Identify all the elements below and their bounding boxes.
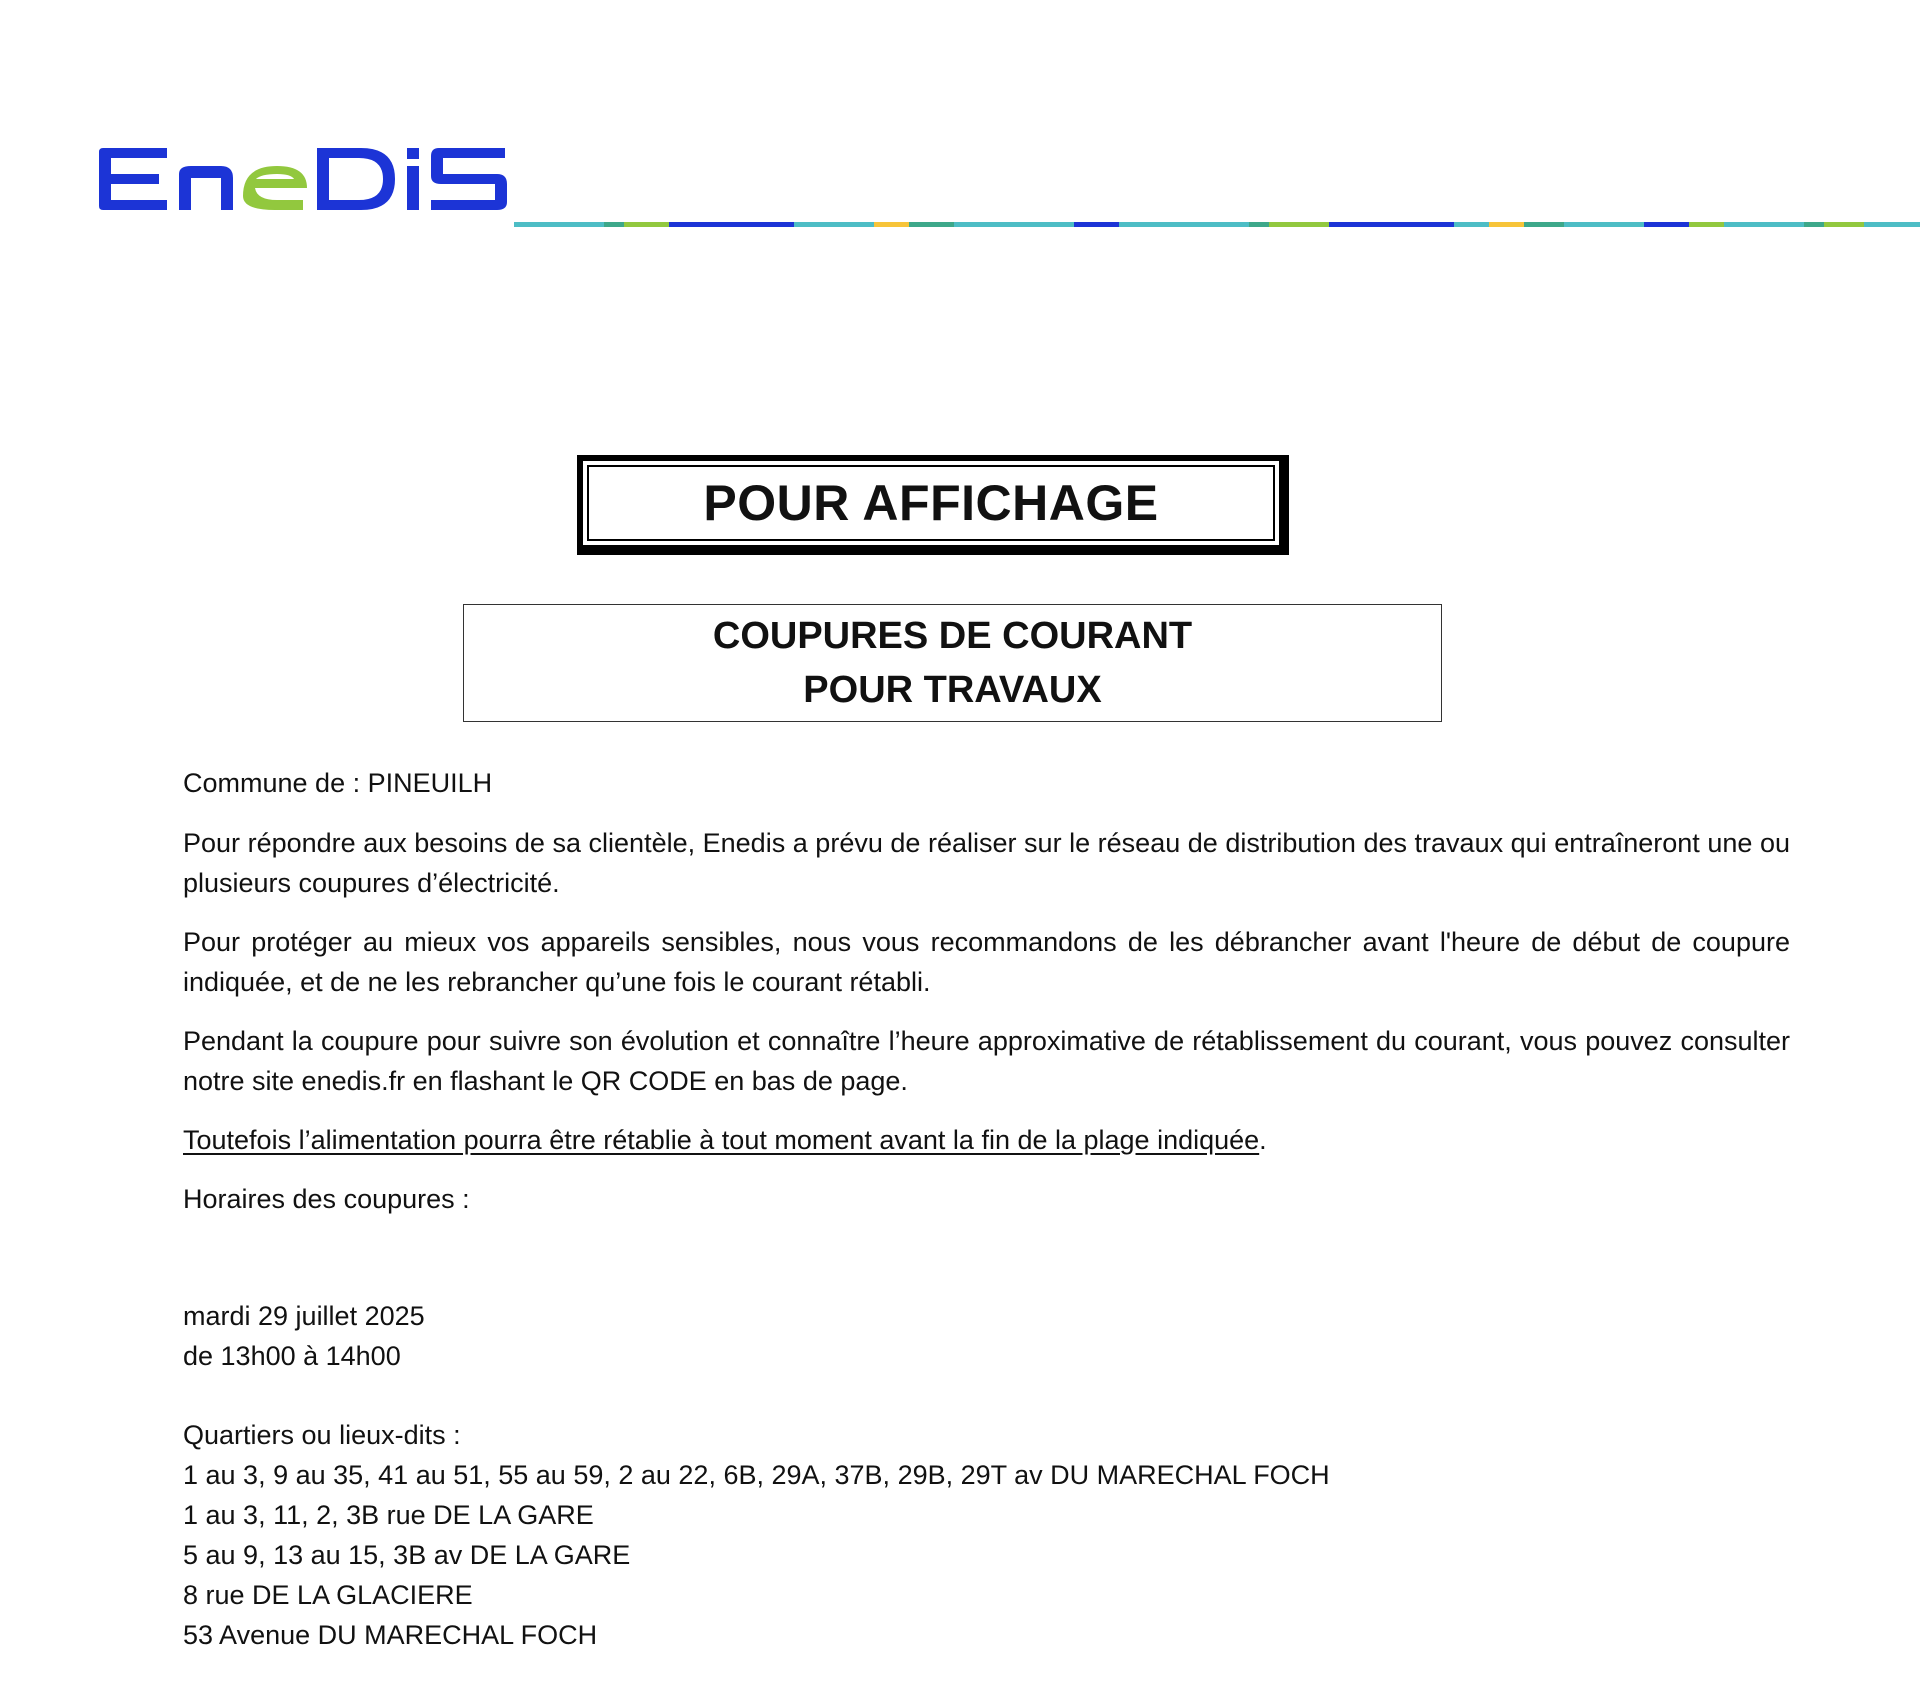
stripe-segment <box>1489 222 1524 227</box>
schedule-date: mardi 29 juillet 2025 <box>183 1301 425 1331</box>
paragraph-1: Pour répondre aux besoins de sa clientèle, Enedis a prévu de réaliser sur le réseau de distribution des travaux qui entraîneront une ou plusieurs coupures d’électricité. <box>183 828 1790 898</box>
horaires-label: Horaires des coupures : <box>183 1184 470 1214</box>
stripe-segment <box>669 222 794 227</box>
header-stripe-divider <box>514 222 1920 227</box>
schedule-time: de 13h00 à 14h00 <box>183 1341 401 1371</box>
address-line: 5 au 9, 13 au 15, 3B av DE LA GARE <box>183 1540 631 1570</box>
paragraph-3: Pendant la coupure pour suivre son évolution et connaître l’heure approximative de rétablissement du courant, vous pouvez consulter notre site enedis.fr en flashant le QR CODE en bas de page. <box>183 1026 1790 1096</box>
stripe-segment <box>1824 222 1864 227</box>
quartiers-label: Quartiers ou lieux-dits : <box>183 1420 461 1450</box>
stripe-segment <box>1269 222 1329 227</box>
stripe-segment <box>1074 222 1119 227</box>
paragraph-2: Pour protéger au mieux vos appareils sensibles, nous vous recommandons de les débrancher avant l'heure de début de coupure indiquée, et de ne les rebrancher qu’une fois le courant rétabli. <box>183 927 1790 997</box>
title-frame <box>577 455 1289 555</box>
stripe-segment <box>1864 222 1920 227</box>
enedis-logo <box>95 130 515 240</box>
stripe-segment <box>1689 222 1724 227</box>
page-title: POUR AFFICHAGE <box>587 465 1275 541</box>
stripe-segment <box>909 222 954 227</box>
notice-text: Toutefois l’alimentation pourra être rétablie à tout moment avant la fin de la plage indiquée <box>183 1125 1260 1155</box>
subtitle-line-1: COUPURES DE COURANT <box>712 615 1193 657</box>
stripe-segment <box>794 222 874 227</box>
stripe-segment <box>624 222 669 227</box>
stripe-segment <box>1724 222 1804 227</box>
address-line: 53 Avenue DU MARECHAL FOCH <box>183 1620 598 1650</box>
enedis-logo-graphic <box>95 130 515 230</box>
stripe-segment <box>1119 222 1249 227</box>
stripe-segment <box>1454 222 1489 227</box>
address-line: 1 au 3, 9 au 35, 41 au 51, 55 au 59, 2 au 22, 6B, 29A, 37B, 29B, 29T av DU MARECHAL FOCH <box>183 1460 1330 1490</box>
notice-line <box>183 1120 1790 1160</box>
stripe-segment <box>1804 222 1824 227</box>
stripe-segment <box>1524 222 1564 227</box>
stripe-segment <box>1329 222 1454 227</box>
stripe-segment <box>514 222 604 227</box>
stripe-segment <box>604 222 624 227</box>
address-line: 8 rue DE LA GLACIERE <box>183 1580 473 1610</box>
subtitle-frame <box>463 604 1442 722</box>
commune-line: Commune de : PINEUILH <box>183 768 493 798</box>
notice-suffix: . <box>1259 1125 1267 1155</box>
address-line: 1 au 3, 11, 2, 3B rue DE LA GARE <box>183 1500 594 1530</box>
subtitle-line-2: POUR TRAVAUX <box>803 669 1102 711</box>
stripe-segment <box>1644 222 1689 227</box>
stripe-segment <box>1564 222 1644 227</box>
stripe-segment <box>954 222 1074 227</box>
stripe-segment <box>1249 222 1269 227</box>
stripe-segment <box>874 222 909 227</box>
